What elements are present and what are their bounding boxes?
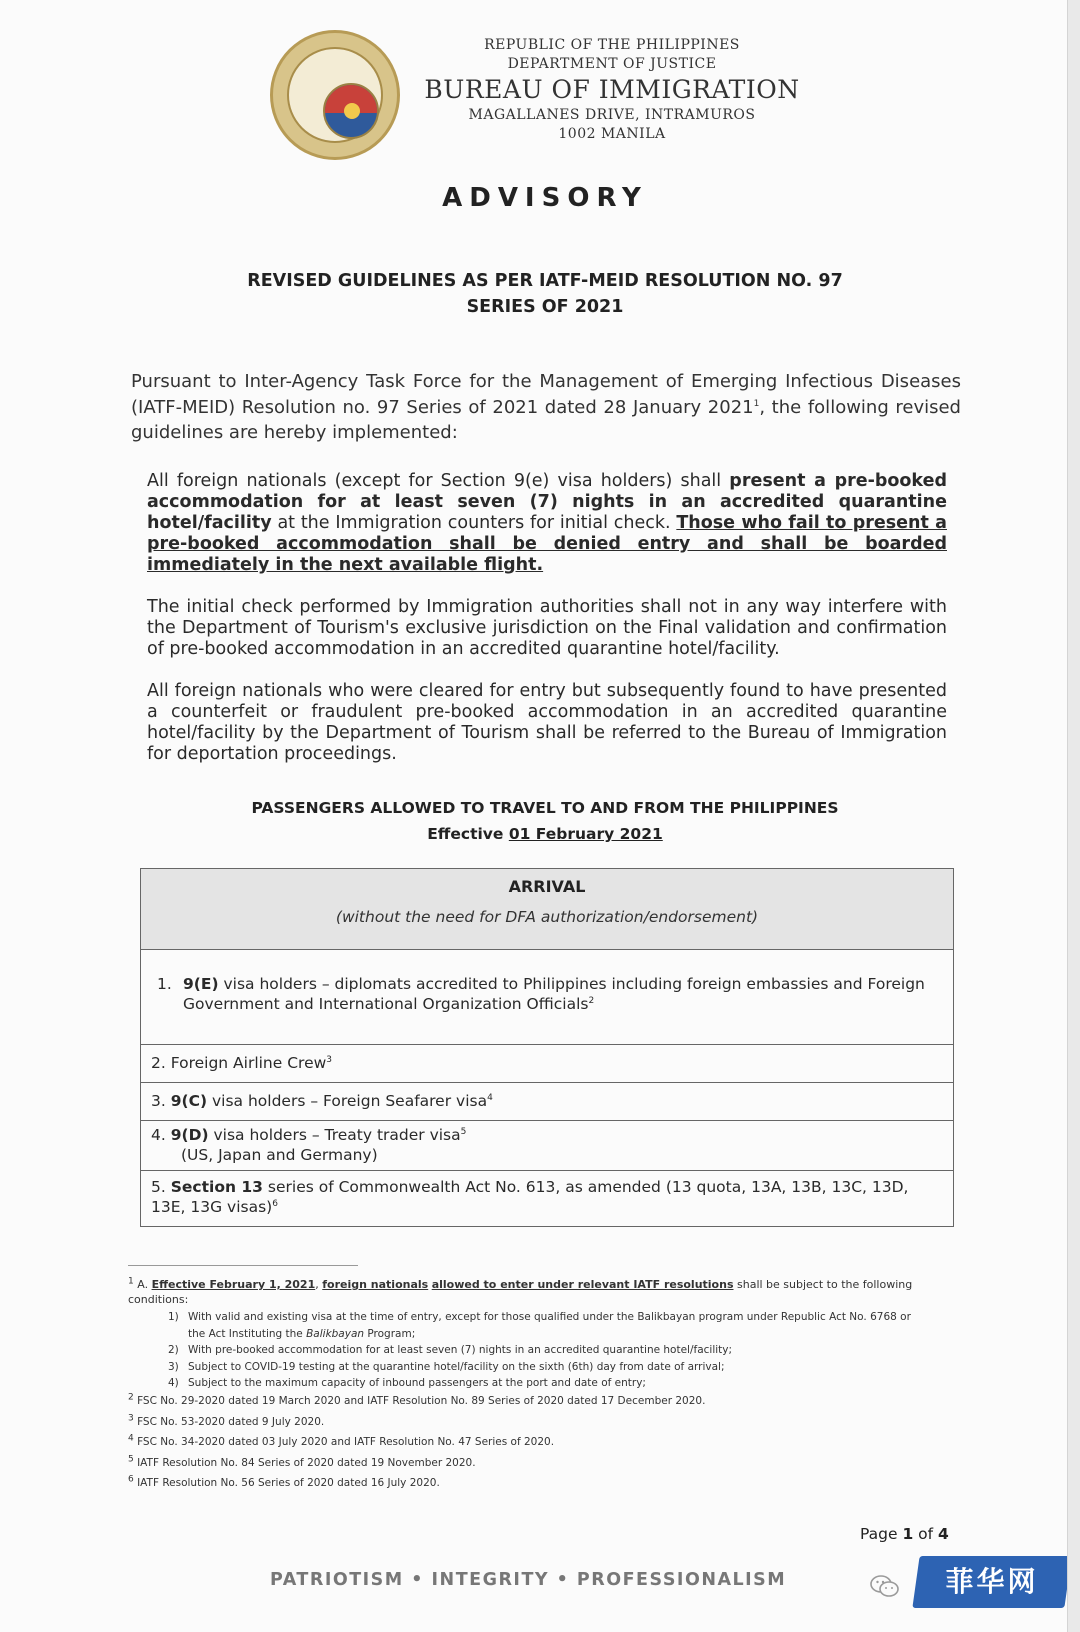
paragraph-initial-check: The initial check performed by Immigration authorities shall not in any way interfere with the Department of Tourism's exclusive jurisdiction on the Final validation and confirmation of pre-booked accommodation in an accredited quarantine hotel/facility.	[147, 597, 947, 659]
footnote-ref: 1	[753, 398, 760, 409]
list-item: 4) Subject to the maximum capacity of inbound passengers at the port and date of entry;	[168, 1377, 646, 1389]
wechat-icon	[870, 1574, 900, 1598]
footnote-conditions	[168, 1309, 918, 1392]
list-item: 2) With pre-booked accommodation for at least seven (7) nights in an accredited quarantine hotel/facility;	[168, 1344, 733, 1356]
subtitle-line-2: SERIES OF 2021	[466, 297, 624, 317]
list-item: 1) With valid and existing visa at the time of entry, except for those qualified under the Balikbayan program under Republic Act No. 6768 or the Act Instituting the Balikbayan Program;	[168, 1311, 911, 1340]
page-edge	[1067, 0, 1080, 1632]
table-row: 3. 9(C) visa holders – Foreign Seafarer visa$^4$	[141, 1083, 953, 1121]
table-row: 1. 9(E) visa holders – diplomats accredited to Philippines including foreign embassies and Foreign Government and International Organization Officials$^2$	[141, 950, 953, 1045]
footnote-5: $^5$ IATF Resolution No. 84 Series of 2020 dated 19 November 2020.	[128, 1454, 476, 1469]
footnotes-list	[128, 1392, 918, 1498]
letterhead-address-2: 1002 MANILA	[558, 126, 666, 142]
list-item: 3) Subject to COVID-19 testing at the quarantine hotel/facility on the sixth (6th) day from date of arrival;	[168, 1360, 725, 1373]
advisory-title: ADVISORY	[442, 183, 648, 213]
letterhead-agency: BUREAU OF IMMIGRATION	[424, 75, 800, 104]
table-header: ARRIVAL (without the need for DFA authorization/endorsement)	[141, 869, 953, 950]
page-number: Page 1 of 4	[860, 1525, 949, 1543]
footnote-1: $^1$ A. Effective February 1, 2021, foreign nationals allowed to enter under relevant IATF resolutions shall be subject to the following conditions:	[128, 1276, 913, 1306]
watermark-badge: 菲华网	[912, 1556, 1071, 1608]
footer-motto: PATRIOTISM • INTEGRITY • PROFESSIONALISM	[270, 1570, 787, 1590]
letterhead-address-1: MAGALLANES DRIVE, INTRAMUROS	[468, 107, 756, 123]
table-row: 5. Section 13 series of Commonwealth Act No. 613, as amended (13 quota, 13A, 13B, 13C, 13D, 13E, 13G visas)$^6$	[151, 1178, 909, 1216]
intro-paragraph: Pursuant to Inter-Agency Task Force for the Management of Emerging Infectious Diseases (IATF-MEID) Resolution no. 97 Series of 2021 dated 28 January 2021$^1$, the following revised guidelines are hereby implemented:	[131, 371, 961, 443]
subtitle-line-1: REVISED GUIDELINES AS PER IATF-MEID RESOLUTION NO. 97	[247, 271, 843, 291]
document-subtitle	[120, 268, 970, 320]
footnote-3: $^3$ FSC No. 53-2020 dated 9 July 2020.	[128, 1413, 325, 1428]
bureau-seal-icon	[270, 30, 400, 160]
letterhead-line-department: DEPARTMENT OF JUSTICE	[507, 56, 717, 72]
paragraph-deportation: All foreign nationals who were cleared for entry but subsequently found to have presented a counterfeit or fraudulent pre-booked accommodation in an accredited quarantine hotel/facility by the Department of Tourism shall be referred to the Bureau of Immigration for deportation proceedings.	[147, 681, 947, 764]
section-title: PASSENGERS ALLOWED TO TRAVEL TO AND FROM THE PHILIPPINES Effective 01 February 2021	[251, 799, 839, 843]
footnote-divider	[128, 1265, 358, 1266]
table-row: 2. Foreign Airline Crew$^3$	[141, 1045, 953, 1083]
letterhead	[412, 36, 812, 144]
paragraph-accommodation-requirement: All foreign nationals (except for Section 9(e) visa holders) shall present a pre-booked accommodation for at least seven (7) nights in an accredited quarantine hotel/facility at the Immigration counters for initial check. Those who fail to present a pre-booked accommodation shall be denied entry and shall be boarded immediately in the next available flight.	[147, 471, 947, 575]
footnote-6: $^6$ IATF Resolution No. 56 Series of 2020 dated 16 July 2020.	[128, 1474, 440, 1489]
effective-date: 01 February 2021	[508, 825, 663, 843]
footnote-2: $^2$ FSC No. 29-2020 dated 19 March 2020 and IATF Resolution No. 89 Series of 2020 dated 17 December 2020.	[128, 1392, 706, 1407]
table-row: 4. 9(D) visa holders – Treaty trader visa$^5$ (US, Japan and Germany)	[141, 1121, 953, 1171]
arrival-table	[140, 868, 954, 1227]
letterhead-line-republic: REPUBLIC OF THE PHILIPPINES	[484, 37, 740, 53]
footnote-4: $^4$ FSC No. 34-2020 dated 03 July 2020 and IATF Resolution No. 47 Series of 2020.	[128, 1433, 555, 1448]
